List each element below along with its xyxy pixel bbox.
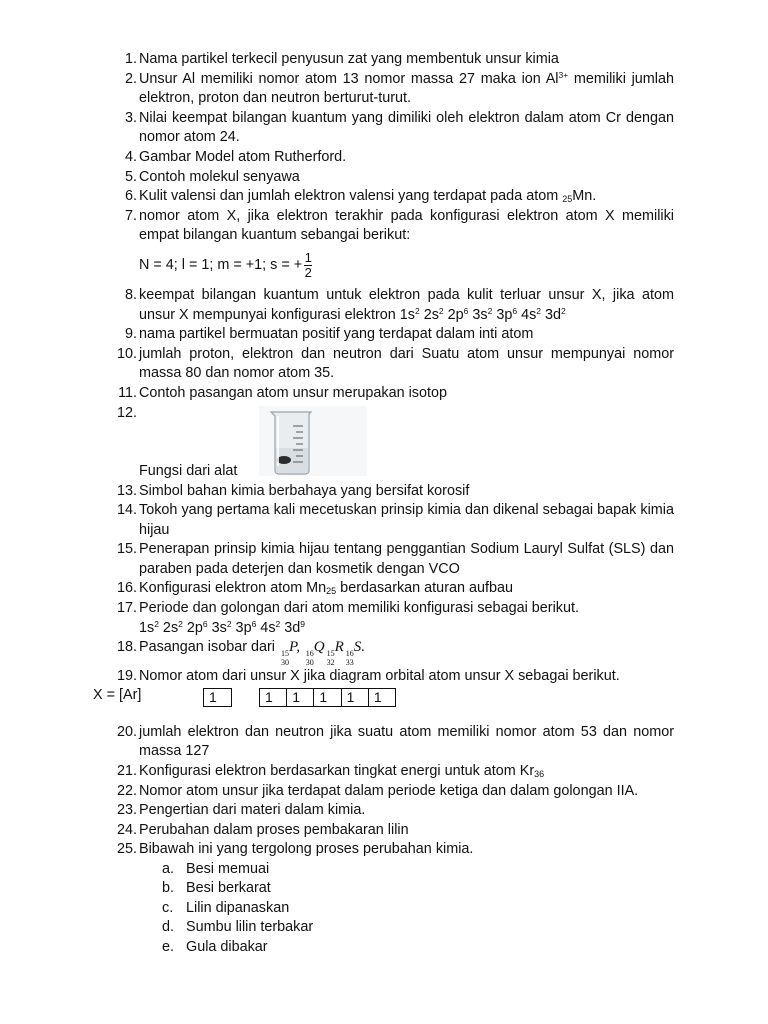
question-text: Nama partikel terkecil penyusun zat yang membentuk unsur kimia	[139, 51, 559, 67]
option-letter: b.	[162, 880, 175, 897]
config-exp: 2	[154, 618, 159, 629]
orbital-cell: 1	[209, 688, 217, 705]
question-18	[0, 638, 674, 667]
atomic-number: 33	[345, 657, 354, 667]
question-text-cont: Mn.	[572, 188, 597, 205]
element-symbol: S	[353, 639, 362, 656]
question-text: Konfigurasi elektron berdasarkan tingkat energi untuk atom Kr	[139, 763, 535, 780]
config-exp: 6	[512, 305, 518, 316]
mass-number: 16	[305, 649, 314, 659]
question-text: Contoh molekul senyawa	[139, 168, 300, 185]
config-orbital: 3s	[468, 306, 488, 323]
fraction-denominator: 2	[304, 265, 312, 281]
question-1	[0, 50, 674, 70]
config-orbital: 2p	[182, 619, 203, 636]
fraction	[304, 251, 312, 280]
electron-configuration	[139, 619, 674, 639]
question-text: Nomor atom dari unsur X jika diagram orbital atom unsur X sebagai berikut.	[139, 668, 620, 685]
beaker-image	[259, 406, 367, 476]
question-number: 7.	[124, 207, 137, 224]
config-orbital: 2s	[158, 619, 179, 636]
question-text: Penerapan prinsip kimia hijau tentang penggantian Sodium Lauryl Sulfat (SLS) dan paraben pada deterjen dan kosmetik dengan VCO	[139, 541, 674, 577]
separator: .	[361, 639, 365, 656]
question-text: Tokoh yang pertama kali mecetuskan prinsip kimia dan dikenal sebagai bapak kimia hijau	[139, 502, 674, 538]
question-number: 1.	[124, 51, 137, 67]
question-text: Periode dan golongan dari atom memiliki konfigurasi sebagai berikut.	[139, 600, 579, 617]
question-number: 20.	[116, 723, 137, 740]
question-number: 12.	[116, 404, 137, 421]
question-10	[0, 345, 674, 384]
question-text-cont: memiliki jumlah elektron, proton dan neutron berturut-turut.	[139, 70, 674, 107]
question-number: 14.	[116, 502, 137, 519]
nuclide	[305, 639, 325, 667]
separator: ,	[296, 639, 304, 656]
option-c	[0, 899, 768, 918]
question-text: jumlah elektron dan neutron jika suatu atom memiliki nomor atom 53 dan nomor massa 127	[139, 723, 674, 760]
question-8	[0, 286, 674, 325]
option-d	[0, 918, 768, 937]
question-23	[0, 801, 674, 821]
nuclide	[281, 639, 304, 667]
ion-charge: 3+	[558, 69, 569, 80]
config-orbital: 4s	[517, 306, 537, 323]
option-letter: a.	[162, 861, 175, 877]
config-orbital: 3d	[280, 619, 301, 636]
orbital-cell: 1	[287, 689, 314, 706]
atomic-number: 30	[305, 657, 314, 667]
nuclide-numbers	[327, 650, 335, 667]
question-text: Gambar Model atom Rutherford.	[139, 148, 347, 165]
config-orbital: 2p	[443, 306, 464, 323]
equation-text: N = 4; l = 1; m = +1; s = +	[139, 257, 303, 274]
question-text: Unsur Al memiliki nomor atom 13 nomor massa 27 maka ion Al	[139, 70, 559, 87]
question-5	[0, 168, 674, 188]
orbital-cell: 1	[342, 689, 369, 706]
config-exp: 6	[463, 305, 469, 316]
orbital-box-4s	[203, 688, 232, 707]
question-number: 6.	[124, 188, 137, 205]
question-number: 2.	[124, 70, 137, 87]
orbital-cell: 1	[373, 688, 382, 705]
config-exp: 2	[536, 305, 542, 316]
config-exp: 2	[226, 618, 232, 629]
question-25	[0, 840, 674, 860]
question-9	[0, 325, 674, 345]
option-text: Lilin dipanaskan	[186, 899, 290, 916]
config-exp: 6	[251, 618, 257, 629]
option-letter: d.	[162, 919, 175, 936]
option-b	[0, 879, 768, 898]
question-text: Pasangan isobar dari	[139, 639, 279, 656]
question-4	[0, 148, 674, 168]
option-text: Besi berkarat	[186, 880, 271, 897]
option-text: Sumbu lilin terbakar	[186, 919, 314, 936]
question-number: 19.	[116, 668, 137, 685]
question-number: 18.	[116, 639, 137, 656]
atomic-number: 36	[534, 769, 545, 780]
element-symbol: P	[289, 639, 297, 656]
config-orbital: 1s	[139, 619, 155, 636]
question-text: Nilai keempat bilangan kuantum yang dimiliki oleh elektron dalam atom Cr dengan nomor atom 24.	[139, 109, 674, 146]
option-letter: c.	[162, 899, 174, 916]
element-symbol: Q	[313, 639, 325, 656]
question-number: 11.	[118, 384, 137, 401]
question-12	[0, 404, 674, 482]
question-7	[0, 207, 674, 286]
question-list	[0, 50, 768, 957]
question-text: keempat bilangan kuantum untuk elektron pada kulit terluar unsur X, jika atom unsur X mempunyai konfigurasi elektron 1s	[139, 286, 674, 323]
question-11	[0, 384, 674, 404]
question-number: 25.	[116, 841, 137, 858]
nuclide-numbers	[306, 650, 314, 667]
question-20	[0, 723, 674, 762]
config-orbital: 3p	[492, 306, 513, 323]
question-number: 21.	[116, 763, 137, 780]
question-number: 4.	[124, 148, 137, 165]
question-text: Fungsi dari alat	[139, 462, 238, 479]
option-text: Besi memuai	[186, 861, 270, 877]
question-number: 10.	[116, 345, 137, 362]
question-number: 17.	[116, 600, 137, 617]
question-16	[0, 579, 674, 599]
question-text: Pengertian dari materi dalam kimia.	[139, 802, 366, 819]
quantum-numbers-equation	[139, 246, 674, 286]
atomic-number: 32	[326, 657, 335, 667]
config-orbital: 3p	[231, 619, 252, 636]
config-exp: 2	[438, 305, 444, 316]
mass-number: 15	[326, 649, 335, 659]
question-text: Kulit valensi dan jumlah elektron valensi yang terdapat pada atom	[139, 188, 563, 205]
question-number: 9.	[124, 326, 137, 343]
question-text-cont: berdasarkan aturan aufbau	[336, 580, 513, 597]
question-number: 16.	[116, 580, 137, 597]
orbital-diagram	[0, 687, 768, 723]
question-text: Simbol bahan kimia berbahaya yang bersifat korosif	[139, 482, 470, 499]
question-6	[0, 187, 674, 207]
config-exp: 9	[300, 618, 305, 629]
question-24	[0, 821, 674, 841]
config-orbital: 2s	[419, 306, 439, 323]
orbital-box-3d	[259, 688, 396, 707]
question-13	[0, 482, 674, 502]
question-17	[0, 599, 674, 638]
question-3	[0, 109, 674, 148]
question-14	[0, 501, 674, 540]
question-19	[0, 667, 674, 687]
question-text: Konfigurasi elektron atom Mn	[139, 580, 327, 597]
option-letter: e.	[162, 938, 175, 955]
question-number: 22.	[116, 782, 137, 799]
question-12-body	[139, 404, 674, 482]
config-orbital: 3s	[207, 619, 227, 636]
question-number: 8.	[124, 286, 137, 303]
config-exp: 6	[202, 618, 208, 629]
question-text: nomor atom X, jika elektron terakhir pada konfigurasi elektron atom X memiliki empat bilangan kuantum sebangai berikut:	[139, 207, 674, 244]
mass-number: 15	[281, 649, 289, 659]
atomic-number: 25	[326, 586, 337, 597]
question-text: jumlah proton, elektron dan neutron dari Suatu atom unsur mempunyai nomor massa 80 dan nomor atom 35.	[139, 345, 674, 382]
atomic-number: 25	[562, 194, 573, 205]
question-text: Contoh pasangan atom unsur merupakan isotop	[139, 384, 448, 401]
nuclide-numbers	[281, 650, 289, 667]
nuclide	[326, 639, 344, 667]
question-number: 5.	[124, 168, 137, 185]
question-22	[0, 782, 674, 802]
orbital-cell: 1	[260, 689, 287, 706]
question-2	[0, 70, 674, 109]
nuclide	[345, 639, 365, 667]
config-exp: 2	[414, 305, 420, 316]
question-text: Perubahan dalam proses pembakaran lilin	[139, 821, 409, 838]
option-a	[0, 860, 768, 879]
config-exp: 2	[561, 305, 566, 316]
config-exp: 2	[275, 618, 281, 629]
question-15	[0, 540, 674, 579]
question-number: 15.	[116, 541, 137, 558]
question-21	[0, 762, 674, 782]
question-number: 13.	[116, 482, 137, 499]
question-text: nama partikel bermuatan positif yang terdapat dalam inti atom	[139, 326, 534, 343]
question-number: 24.	[116, 821, 137, 838]
config-orbital: 3d	[541, 306, 562, 323]
orbital-cell: 1	[314, 689, 341, 706]
atomic-number: 30	[281, 657, 289, 667]
mass-number: 16	[345, 649, 354, 659]
nuclide-numbers	[346, 650, 354, 667]
config-exp: 2	[178, 618, 183, 629]
config-exp: 2	[487, 305, 493, 316]
element-symbol: R	[334, 639, 344, 656]
question-text: Bibawah ini yang tergolong proses perubahan kimia.	[139, 841, 474, 858]
option-text: Gula dibakar	[186, 938, 268, 955]
question-number: 23.	[116, 802, 137, 819]
question-text: Nomor atom unsur jika terdapat dalam periode ketiga dan dalam golongan IIA.	[139, 782, 639, 799]
fraction-numerator: 1	[304, 250, 312, 266]
question-number: 3.	[124, 109, 137, 126]
orbital-label: X = [Ar]	[93, 686, 142, 703]
option-e	[0, 938, 768, 957]
config-orbital: 4s	[256, 619, 276, 636]
